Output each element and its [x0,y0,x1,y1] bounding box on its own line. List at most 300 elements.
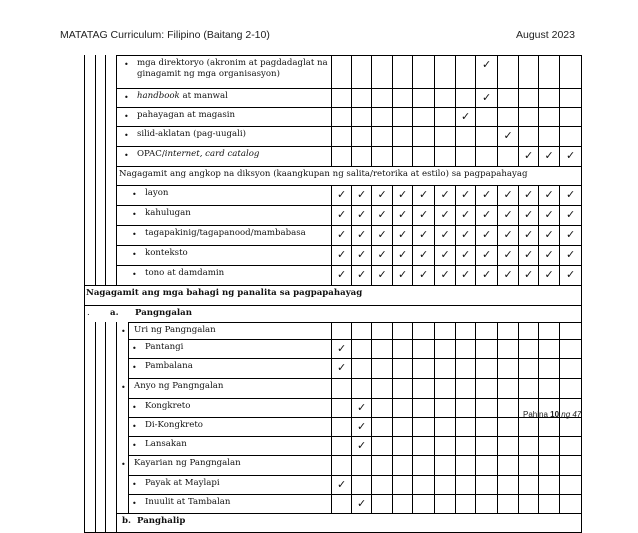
check-icon: ✓ [440,228,450,241]
grid-line [538,378,539,398]
grid-line [116,146,582,147]
check-icon: ✓ [377,248,387,261]
grid-line [331,225,332,245]
check-icon: ✓ [357,208,367,221]
grid-line [475,455,476,475]
check-icon: ✓ [440,208,450,221]
grid-line [455,88,456,107]
grid-line [84,285,582,286]
grid-line [331,436,332,455]
check-icon: ✓ [337,361,347,374]
grid-line [128,358,582,359]
grid-line [392,245,393,265]
check-icon: ✓ [566,149,576,162]
grid-line [518,378,519,398]
check-icon: ✓ [398,248,408,261]
bullet-icon: • [132,499,137,508]
check-icon: ✓ [524,268,534,281]
grid-line [559,265,560,285]
check-icon: ✓ [544,149,554,162]
grid-line [455,205,456,225]
check-icon: ✓ [337,208,347,221]
grid-line [538,225,539,245]
grid-line [116,55,117,285]
check-icon: ✓ [419,248,429,261]
row-text: ginagamit ng mga organisasyon) [137,69,280,79]
row-text: kahulugan [145,208,191,218]
grid-line [518,358,519,378]
check-icon: ✓ [544,208,554,221]
grid-line [559,475,560,494]
bullet-icon: • [132,250,137,259]
grid-line [331,358,332,378]
grid-line [559,436,560,455]
grid-line [538,55,539,88]
grid-line [331,398,332,417]
check-icon: ✓ [440,248,450,261]
grid-line [412,322,413,339]
grid-line [331,205,332,225]
bullet-icon: • [132,403,137,412]
footer-total-pages: 47 [572,410,582,419]
grid-line [455,339,456,358]
grid-line [497,185,498,205]
grid-line [455,455,456,475]
check-icon: ✓ [503,248,513,261]
grid-line [128,339,582,340]
grid-line [434,339,435,358]
grid-line [392,494,393,513]
grid-line [559,378,560,398]
grid-line [371,322,372,339]
row-text: Pangngalan [135,308,192,318]
grid-line [518,322,519,339]
grid-line [559,88,560,107]
grid-line [371,339,372,358]
grid-line [392,55,393,88]
grid-line [559,107,560,126]
row-text: Lansakan [145,439,187,449]
grid-line [497,126,498,146]
grid-line [116,225,582,226]
grid-line [351,475,352,494]
grid-line [351,205,352,225]
grid-line [475,265,476,285]
grid-line [559,146,560,166]
grid-line [128,455,582,456]
grid-line [392,358,393,378]
grid-line [331,322,332,339]
grid-line [538,146,539,166]
check-icon: ✓ [482,188,492,201]
grid-line [475,88,476,107]
grid-line [392,225,393,245]
grid-line [351,55,352,88]
grid-line [95,322,96,532]
grid-line [497,436,498,455]
page-header-left: MATATAG Curriculum: Filipino (Baitang 2-10) [60,29,270,41]
row-text: Pantangi [145,342,184,352]
grid-line [128,475,582,476]
grid-line [371,378,372,398]
check-icon: ✓ [482,268,492,281]
grid-line [412,88,413,107]
bullet-icon: • [132,230,137,239]
grid-line [392,455,393,475]
grid-line [518,185,519,205]
grid-line [581,55,582,532]
check-icon: ✓ [357,420,367,433]
bullet-icon: • [132,480,137,489]
footer-prefix: Pahina [523,410,551,419]
grid-line [518,455,519,475]
grid-line [371,146,372,166]
grid-line [392,185,393,205]
grid-line [434,417,435,436]
grid-line [455,417,456,436]
check-icon: ✓ [377,228,387,241]
grid-line [497,55,498,88]
grid-line [475,378,476,398]
grid-line [559,126,560,146]
row-text: Anyo ng Pangngalan [134,381,224,391]
grid-line [434,322,435,339]
grid-line [412,205,413,225]
grid-line [412,225,413,245]
grid-line [331,107,332,126]
grid-line [128,378,582,379]
check-icon: ✓ [566,208,576,221]
bullet-icon: • [132,190,137,199]
check-icon: ✓ [524,208,534,221]
grid-line [497,398,498,417]
grid-line [331,378,332,398]
row-text-rest: at manwal [179,91,228,101]
grid-line [116,322,117,532]
grid-line [84,55,85,532]
grid-line [392,88,393,107]
grid-line [116,126,582,127]
row-text: Kayarian ng Pangngalan [134,458,241,468]
grid-line [538,339,539,358]
grid-line [538,126,539,146]
grid-line [128,417,582,418]
grid-line [351,245,352,265]
grid-line [434,107,435,126]
bullet-icon: • [124,151,129,160]
grid-line [412,185,413,205]
grid-line [412,126,413,146]
row-text: silid-aklatan (pag-uugali) [137,129,247,139]
check-icon: ✓ [482,208,492,221]
grid-line [455,126,456,146]
grid-line [128,398,582,399]
check-icon: ✓ [503,268,513,281]
grid-line [518,245,519,265]
grid-line [392,436,393,455]
grid-line [128,322,129,513]
grid-line [559,322,560,339]
grid-line [371,185,372,205]
check-icon: ✓ [566,228,576,241]
grid-line [497,245,498,265]
grid-line [351,358,352,378]
bullet-icon: • [132,344,137,353]
grid-line [434,494,435,513]
grid-line [116,185,582,186]
check-icon: ✓ [398,208,408,221]
check-icon: ✓ [357,439,367,452]
row-text: Nagagamit ang mga bahagi ng panalita sa pagpapahayag [86,288,363,298]
grid-line [497,494,498,513]
row-text: Nagagamit ang angkop na diksyon (kaangkupan ng salita/retorika at estilo) sa pagpapahayag [119,169,528,179]
grid-line [538,322,539,339]
grid-line [559,55,560,88]
grid-line [331,126,332,146]
grid-line [412,55,413,88]
check-icon: ✓ [482,58,492,71]
grid-line [475,358,476,378]
grid-line [412,475,413,494]
check-icon: ✓ [337,248,347,261]
check-icon: ✓ [524,228,534,241]
check-icon: ✓ [566,248,576,261]
grid-line [497,88,498,107]
grid-line [412,245,413,265]
grid-line [434,475,435,494]
check-icon: ✓ [419,228,429,241]
grid-line [351,455,352,475]
grid-line [116,265,582,266]
grid-line [331,245,332,265]
check-icon: ✓ [503,129,513,142]
bullet-icon: • [132,441,137,450]
bullet-icon: • [132,210,137,219]
grid-line [455,322,456,339]
grid-line [116,107,582,108]
grid-line [538,88,539,107]
grid-line [538,475,539,494]
bullet-icon: • [124,131,129,140]
grid-line [105,322,106,532]
grid-line [371,88,372,107]
row-text: Di-Kongkreto [145,420,203,430]
check-icon: ✓ [482,91,492,104]
row-text: Uri ng Pangngalan [134,325,216,335]
grid-line [497,107,498,126]
check-icon: ✓ [566,188,576,201]
grid-line [434,55,435,88]
grid-line [331,455,332,475]
grid-line [392,265,393,285]
grid-line [497,358,498,378]
grid-line [392,322,393,339]
grid-line [475,417,476,436]
grid-line [518,55,519,88]
grid-line [538,358,539,378]
grid-line [371,245,372,265]
grid-line [455,494,456,513]
grid-line [475,494,476,513]
grid-line [331,475,332,494]
grid-line [392,378,393,398]
grid-line [455,398,456,417]
grid-line [475,146,476,166]
grid-line [434,398,435,417]
grid-line [518,494,519,513]
grid-line [331,339,332,358]
row-text: Kongkreto [145,401,191,411]
check-icon: ✓ [482,228,492,241]
grid-line [371,107,372,126]
italic-word: internet, card catalog [164,149,260,159]
grid-line [455,265,456,285]
grid-line [497,455,498,475]
grid-line [392,475,393,494]
grid-line [371,205,372,225]
grid-line [351,322,352,339]
grid-line [434,185,435,205]
grid-line [128,436,582,437]
grid-line [518,436,519,455]
grid-line [497,265,498,285]
grid-line [559,245,560,265]
check-icon: ✓ [337,478,347,491]
grid-line [128,494,582,495]
grid-line [538,417,539,436]
check-icon: ✓ [503,208,513,221]
check-icon: ✓ [544,228,554,241]
grid-line [351,436,352,455]
grid-line [351,339,352,358]
grid-line [331,417,332,436]
grid-line [475,185,476,205]
check-icon: ✓ [337,188,347,201]
grid-line [351,378,352,398]
row-letter: b. [122,516,132,526]
row-text: tono at damdamin [145,268,225,278]
check-icon: ✓ [524,248,534,261]
grid-line [434,225,435,245]
grid-line [475,398,476,417]
grid-line [331,185,332,205]
check-icon: ✓ [398,188,408,201]
grid-line [475,436,476,455]
check-icon: ✓ [440,268,450,281]
grid-line [497,205,498,225]
grid-line [434,436,435,455]
grid-line [392,398,393,417]
grid-line [497,417,498,436]
grid-line [371,225,372,245]
grid-line [538,205,539,225]
check-icon: ✓ [377,208,387,221]
grid-line [331,88,332,107]
grid-line [559,205,560,225]
bullet-icon: • [124,112,129,121]
check-icon: ✓ [503,228,513,241]
grid-line [392,339,393,358]
grid-line [518,107,519,126]
grid-line [538,265,539,285]
grid-line [518,88,519,107]
check-icon: ✓ [357,268,367,281]
check-icon: ✓ [503,188,513,201]
row-marker: . [87,308,90,318]
grid-line [351,185,352,205]
grid-line [538,455,539,475]
grid-line [392,205,393,225]
grid-line [475,205,476,225]
grid-line [538,245,539,265]
grid-line [116,88,582,89]
grid-line [116,245,582,246]
grid-line [434,88,435,107]
check-icon: ✓ [337,228,347,241]
grid-line [559,455,560,475]
grid-line [351,417,352,436]
grid-line [455,225,456,245]
grid-line [371,265,372,285]
row-text: tagapakinig/tagapanood/mambabasa [145,228,306,238]
check-icon: ✓ [419,188,429,201]
check-icon: ✓ [419,208,429,221]
row-text: konteksto [145,248,188,258]
grid-line [518,417,519,436]
grid-line [371,455,372,475]
grid-line [518,225,519,245]
grid-line [412,107,413,126]
grid-line [497,475,498,494]
grid-line [412,417,413,436]
grid-line [455,436,456,455]
grid-line [475,225,476,245]
grid-line [475,55,476,88]
row-text [137,149,259,160]
grid-line [116,513,582,514]
grid-line [475,245,476,265]
grid-line [518,398,519,417]
grid-line [412,358,413,378]
grid-line [116,205,582,206]
grid-line [371,126,372,146]
check-icon: ✓ [337,268,347,281]
grid-line [412,436,413,455]
grid-line [331,265,332,285]
check-icon: ✓ [377,268,387,281]
check-icon: ✓ [398,228,408,241]
check-icon: ✓ [398,268,408,281]
grid-line [331,494,332,513]
grid-line [371,494,372,513]
bullet-icon: • [121,383,126,392]
grid-line [434,378,435,398]
check-icon: ✓ [357,228,367,241]
row-text [137,91,228,102]
check-icon: ✓ [337,342,347,355]
grid-line [518,205,519,225]
check-icon: ✓ [482,248,492,261]
grid-line [518,475,519,494]
check-icon: ✓ [544,188,554,201]
grid-line [455,245,456,265]
bullet-icon: • [132,270,137,279]
check-icon: ✓ [357,401,367,414]
grid-line [434,265,435,285]
bullet-icon: • [132,363,137,372]
grid-line [497,378,498,398]
row-text: pahayagan at magasin [137,110,236,120]
